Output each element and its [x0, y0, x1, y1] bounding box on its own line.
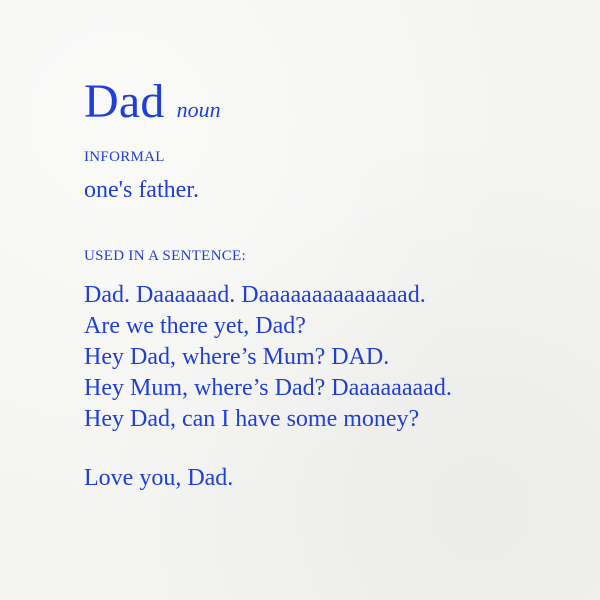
closing-line: Love you, Dad. — [84, 465, 234, 491]
part-of-speech: noun — [176, 97, 221, 122]
usage-line: Hey Dad, can I have some money? — [84, 406, 420, 432]
usage-label: USED IN A SENTENCE: — [84, 248, 246, 264]
usage-line: Hey Mum, where’s Dad? Daaaaaaaad. — [84, 375, 452, 401]
headword: Dad — [84, 75, 165, 128]
usage-line: Dad. Daaaaaad. Daaaaaaaaaaaaaad. — [84, 282, 426, 308]
card-content — [84, 75, 560, 494]
usage-line: Hey Dad, where’s Mum? DAD. — [84, 344, 390, 370]
usage-sentences — [84, 280, 560, 435]
register-label: INFORMAL — [84, 149, 165, 165]
definition: one's father. — [84, 177, 199, 203]
usage-line: Are we there yet, Dad? — [84, 313, 306, 339]
headword-row — [84, 75, 560, 128]
